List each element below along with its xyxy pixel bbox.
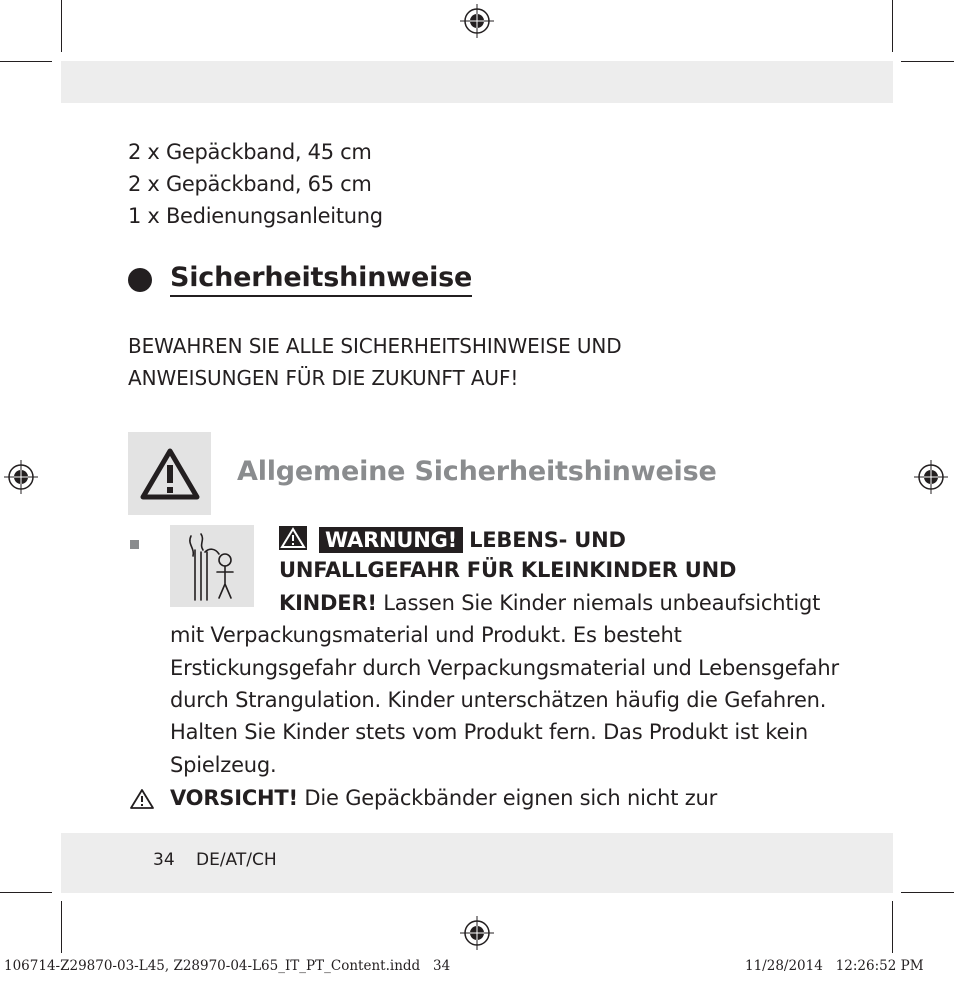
warning-text-line: Halten Sie Kinder stets vom Produkt fern. Das Produkt ist kein	[170, 720, 808, 744]
warning-heading-line	[279, 526, 626, 553]
registration-mark-icon	[460, 916, 494, 950]
warning-text-line: mit Verpackungsmaterial und Produkt. Es besteht	[170, 623, 682, 647]
subsection-title: Allgemeine Sicherheitshinweise	[237, 456, 717, 487]
warning-badge: WARNUNG!	[319, 527, 463, 553]
crop-mark	[892, 901, 893, 953]
slug-timestamp: 11/28/2014 12:26:52 PM	[745, 958, 924, 974]
warning-text-line: Erstickungsgefahr durch Verpackungsmaterial und Lebensgefahr	[170, 656, 839, 680]
registration-mark-icon	[4, 460, 38, 494]
caution-label: VORSICHT!	[170, 786, 298, 810]
crop-mark	[0, 61, 52, 62]
registration-mark-icon	[460, 4, 494, 38]
keep-notice-line: ANWEISUNGEN FÜR DIE ZUKUNFT AUF!	[128, 366, 519, 390]
section-heading	[128, 262, 472, 297]
warning-heading: KINDER!	[279, 591, 377, 615]
warning-triangle-icon	[139, 447, 201, 501]
package-item: 1 x Bedienungsanleitung	[128, 204, 383, 228]
caution-text: Die Gepäckbänder eignen sich nicht zur	[304, 786, 718, 810]
warning-text: Lassen Sie Kinder niemals unbeaufsichtigt	[383, 591, 821, 615]
crop-mark	[61, 0, 62, 52]
bullet-dot-icon	[128, 268, 152, 292]
section-title: Sicherheitshinweise	[170, 262, 472, 297]
child-strangulation-icon	[181, 530, 243, 602]
square-bullet-icon	[130, 540, 139, 549]
warning-heading: UNFALLGEFAHR FÜR KLEINKINDER UND	[279, 558, 737, 582]
header-band	[61, 61, 893, 103]
slug-filename: 106714-Z29870-03-L45, Z28970-04-L65_IT_PT_Content.indd 34	[4, 958, 451, 974]
crop-mark	[892, 0, 893, 52]
crop-mark	[0, 892, 52, 893]
warning-text-line	[279, 591, 820, 615]
caution-line	[170, 786, 717, 810]
registration-mark-icon	[914, 460, 948, 494]
page-number: 34	[153, 850, 175, 870]
region-label: DE/AT/CH	[196, 850, 277, 870]
warning-text-line: durch Strangulation. Kinder unterschätzen häufig die Gefahren.	[170, 688, 827, 712]
keep-notice-line: BEWAHREN SIE ALLE SICHERHEITSHINWEISE UND	[128, 334, 622, 358]
warning-text-line: Spielzeug.	[170, 753, 277, 777]
warning-heading: LEBENS- UND	[469, 528, 626, 552]
crop-mark	[901, 61, 954, 62]
caution-triangle-icon	[129, 788, 155, 810]
package-item: 2 x Gepäckband, 45 cm	[128, 140, 372, 164]
crop-mark	[901, 892, 954, 893]
warning-triangle-icon	[279, 526, 307, 550]
crop-mark	[61, 901, 62, 953]
footer-band	[61, 833, 893, 893]
child-strangulation-icon-box	[170, 525, 254, 607]
package-item: 2 x Gepäckband, 65 cm	[128, 172, 372, 196]
warning-sign-box	[128, 432, 211, 515]
